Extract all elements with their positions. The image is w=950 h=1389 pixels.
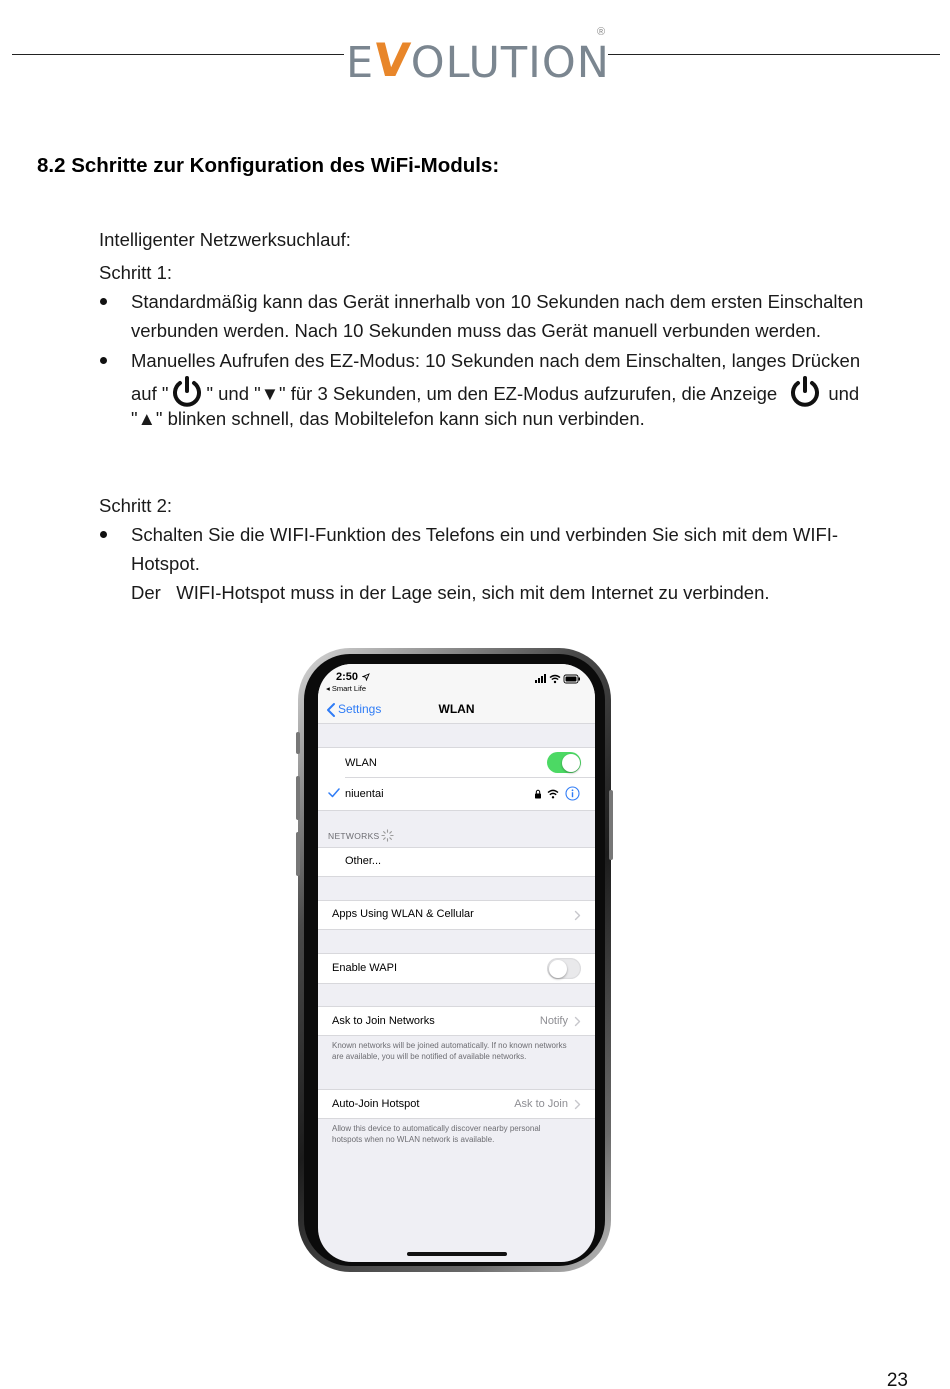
settings-back-button[interactable]: Settings <box>338 702 382 716</box>
battery-icon <box>564 675 580 683</box>
evolution-logo <box>346 22 610 88</box>
checkmark-icon <box>328 788 340 798</box>
lock-icon <box>534 789 542 799</box>
chevron-right-icon <box>574 1099 581 1110</box>
logo-wordmark: EVOLUTION <box>346 33 610 88</box>
ask-to-join-value: Notify <box>539 1015 568 1027</box>
other-network-row[interactable] <box>318 848 595 876</box>
registered-mark: ® <box>597 26 606 38</box>
group-separator <box>318 929 595 930</box>
header-rule-right <box>608 54 940 55</box>
status-bar <box>318 664 595 698</box>
step1-bullet1-line1: Standardmäßig kann das Gerät innerhalb von 10 Sekunden nach dem ersten Einschalten <box>131 291 864 312</box>
step2-label: Schritt 2: <box>99 495 172 516</box>
networks-header: NETWORKS <box>328 831 380 841</box>
wlan-toggle[interactable] <box>547 752 581 773</box>
status-time: 2:50 <box>336 671 359 683</box>
group-separator <box>318 810 595 811</box>
step1-bullet2-line2: auf " " und "▼" für 3 Sekunden, um den EZ-Modus aufzurufen, die Anzeige und <box>131 375 859 409</box>
wifi-icon <box>550 676 560 684</box>
status-back-to-app[interactable]: ◂ Smart Life <box>326 684 367 693</box>
phone-power-button <box>609 790 613 860</box>
step1-bullet2-line1: Manuelles Aufrufen des EZ-Modus: 10 Sekunden nach dem Einschalten, langes Drücken <box>131 350 861 371</box>
ask-to-join-row[interactable] <box>318 1007 595 1035</box>
wlan-group <box>318 748 595 810</box>
enable-wapi-row <box>318 954 595 983</box>
wapi-toggle[interactable] <box>547 958 581 979</box>
header-rule-left <box>12 54 344 55</box>
auto-join-hotspot-value: Ask to Join <box>514 1098 568 1110</box>
step2-note: Der WIFI-Hotspot muss in der Lage sein, sich mit dem Internet zu verbinden. <box>131 582 770 603</box>
apps-using-wlan-label[interactable]: Apps Using WLAN & Cellular <box>332 908 474 920</box>
auto-join-hotspot-footnote: Allow this device to automatically discover nearby personal hotspots when no WLAN network is available. <box>332 1124 541 1144</box>
group-separator <box>318 1118 595 1119</box>
bullet-marker <box>100 298 107 305</box>
power-icon <box>788 375 822 409</box>
step2-bullet1-line2: Hotspot. <box>131 553 200 574</box>
auto-join-hotspot-label[interactable]: Auto-Join Hotspot <box>332 1098 420 1110</box>
home-indicator[interactable] <box>407 1252 507 1256</box>
location-arrow-icon <box>362 673 370 681</box>
nav-bar <box>318 698 595 724</box>
wifi-strength-icon <box>547 789 559 799</box>
ask-to-join-label[interactable]: Ask to Join Networks <box>332 1015 435 1027</box>
other-network-label[interactable]: Other... <box>345 855 382 867</box>
status-icons <box>535 674 581 684</box>
bullet-marker <box>100 531 107 538</box>
loading-spinner-icon <box>381 829 394 842</box>
step2-bullet1-line1: Schalten Sie die WIFI-Funktion des Telefons ein und verbinden Sie sich mit dem WIFI- <box>131 524 839 545</box>
group-separator <box>318 1035 595 1036</box>
phone-mute-switch <box>296 732 300 754</box>
page-number: 23 <box>886 1370 908 1389</box>
info-icon[interactable] <box>565 786 580 801</box>
section-title: 8.2 Schritte zur Konfiguration des WiFi-Moduls: <box>37 154 500 177</box>
phone-volume-up <box>296 776 300 820</box>
intro-text: Intelligenter Netzwerksuchlauf: <box>99 229 351 250</box>
chevron-right-icon <box>574 910 581 921</box>
ask-to-join-footnote: Known networks will be joined automatically. If no known networks are available, you will be notified of available networks. <box>332 1041 567 1061</box>
logo-v-mark: V <box>371 33 414 87</box>
auto-join-hotspot-row[interactable] <box>318 1090 595 1118</box>
connected-network-name[interactable]: niuentai <box>345 788 384 800</box>
row-separator <box>345 777 595 778</box>
wlan-label: WLAN <box>345 757 377 769</box>
nav-title: WLAN <box>438 702 475 716</box>
group-separator <box>318 876 595 877</box>
chevron-right-icon <box>574 1016 581 1027</box>
phone-screen <box>318 664 595 1262</box>
group-separator <box>318 983 595 984</box>
phone-volume-down <box>296 832 300 876</box>
step1-bullet2-line3: "▲" blinken schnell, das Mobiltelefon kann sich nun verbinden. <box>131 408 645 429</box>
step1-bullet1-line2: verbunden werden. Nach 10 Sekunden muss das Gerät manuell verbunden werden. <box>131 320 822 341</box>
bullet-marker <box>100 357 107 364</box>
cellular-signal-icon <box>535 674 546 683</box>
apps-using-wlan-row[interactable] <box>318 901 595 929</box>
enable-wapi-label: Enable WAPI <box>332 962 398 974</box>
step1-label: Schritt 1: <box>99 262 172 283</box>
